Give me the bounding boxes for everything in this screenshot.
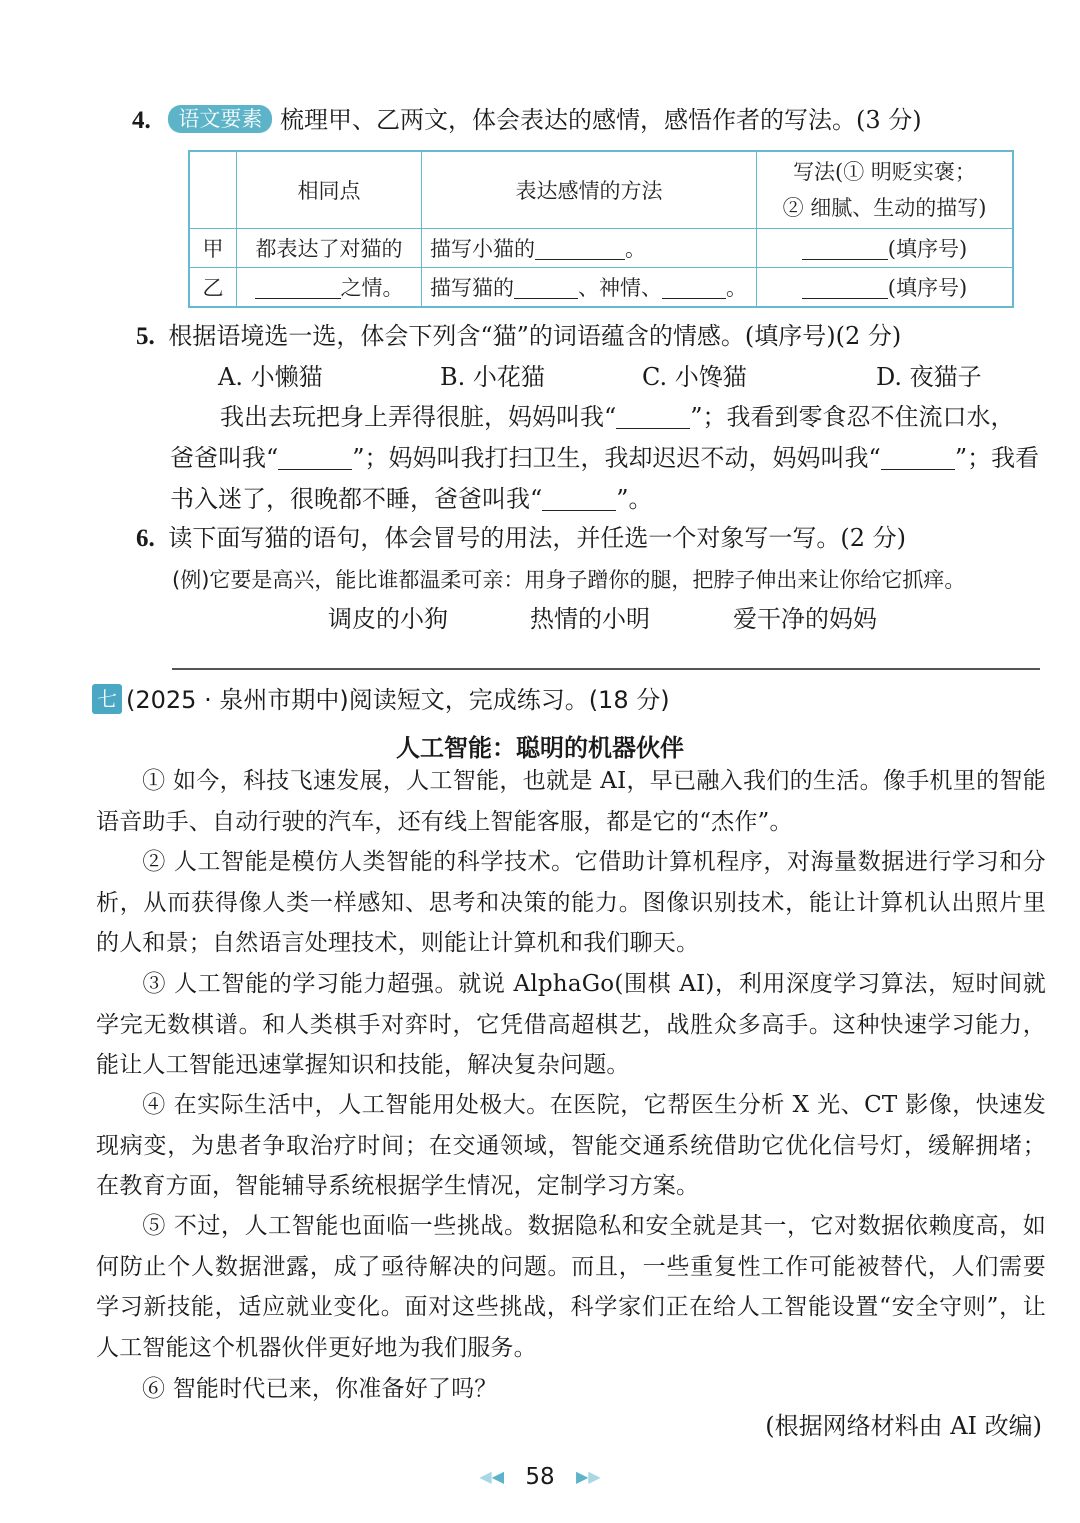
row-label-yi: 乙 [189,268,237,308]
answer-blank[interactable] [662,278,726,299]
q5-option-d: D. 夜猫子 [876,363,982,391]
q4-text: 梳理甲、乙两文，体会表达的感情，感悟作者的写法。(3 分) [280,106,922,134]
q6-choice-1: 调皮的小狗 [328,605,448,633]
q4-tag: 语文要素 [168,105,272,133]
answer-blank[interactable] [802,239,888,260]
section7-heading [92,684,670,716]
page-footer [0,1464,1080,1490]
next-page-icon[interactable]: ▶ [575,1467,589,1486]
q4-table [188,150,1014,308]
article-title: 人工智能：聪明的机器伙伴 [396,734,684,762]
section7-heading-text: (2025 · 泉州市期中)阅读短文，完成练习。(18 分) [126,686,670,714]
q6-heading [136,522,906,555]
answer-blank[interactable] [278,449,352,470]
row1-common: 都表达了对猫的 [237,229,422,268]
q6-example: (例)它要是高兴，能比谁都温柔可亲：用身子蹭你的腿，把脖子伸出来让你给它抓痒。 [172,568,966,592]
table-header-writing: 写法(① 明贬实褒； ② 细腻、生动的描写) [757,151,1014,229]
q5-option-a: A. 小懒猫 [218,363,323,391]
table-header-method: 表达感情的方法 [422,151,757,229]
page-number: 58 [525,1464,555,1490]
table-header-common: 相同点 [237,151,422,229]
q4-number: 4. [132,107,151,134]
row2-common: 之情。 [237,268,422,308]
next-page-icon-2[interactable]: ▶ [588,1467,601,1486]
q5-option-b: B. 小花猫 [440,363,545,391]
q5-option-c: C. 小馋猫 [642,363,747,391]
q6-text: 读下面写猫的语句，体会冒号的用法，并任选一个对象写一写。(2 分) [168,524,907,552]
row-label-jia: 甲 [189,229,237,268]
q6-choice-2: 热情的小明 [530,605,650,633]
row2-fill: (填序号) [757,268,1014,308]
answer-blank[interactable] [255,278,341,299]
paragraph-4: ④ 在实际生活中，人工智能用处极大。在医院，它帮医生分析 X 光、CT 影像，快速发现病变，为患者争取治疗时间；在交通领域，智能交通系统借助它优化信号灯，缓解拥堵；在教育方面，智能辅导系统根据学生情况，定制学习方案。 [96,1092,1046,1199]
answer-blank[interactable] [802,278,888,299]
q5-line-3: 书入迷了，很晚都不睡，爸爸叫我“ ”。 [170,485,653,513]
row2-method: 描写猫的 、神情、 。 [422,268,757,308]
paragraph-3: ③ 人工智能的学习能力超强。就说 AlphaGo(围棋 AI)，利用深度学习算法，短时间就学完无数棋谱。和人类棋手对弈时，它凭借高超棋艺，战胜众多高手。这种快速学习能力，能让人工智能迅速掌握知识和技能，解决复杂问题。 [96,971,1046,1078]
answer-blank[interactable] [616,408,690,429]
q5-line-2: 爸爸叫我“ ”；妈妈叫我打扫卫生，我却迟迟不动，妈妈叫我“ ”；我看 [170,444,1040,472]
prev-page-icon-2[interactable]: ◀ [491,1467,505,1486]
q6-number: 6. [136,525,155,552]
table-row [189,268,1013,308]
table-row [189,229,1013,268]
q5-line-1: 我出去玩把身上弄得很脏，妈妈叫我“ ”；我看到零食忍不住流口水， [220,403,1015,431]
article-source: (根据网络材料由 AI 改编) [765,1412,1042,1440]
section-divider [172,668,1040,670]
paragraph-6: ⑥ 智能时代已来，你准备好了吗？ [142,1376,498,1402]
q4-heading [132,104,922,137]
table-corner [189,151,237,229]
paragraph-2: ② 人工智能是模仿人类智能的科学技术。它借助计算机程序，对海量数据进行学习和分析，从而获得像人类一样感知、思考和决策的能力。图像识别技术，能让计算机认出照片里的人和景；自然语言处理技术，则能让计算机和我们聊天。 [96,849,1046,956]
q6-choice-3: 爱干净的妈妈 [733,605,877,633]
q5-heading [136,320,901,353]
q5-number: 5. [136,323,155,350]
paragraph-5: ⑤ 不过，人工智能也面临一些挑战。数据隐私和安全就是其一，它对数据依赖度高，如何防止个人数据泄露，成了亟待解决的问题。而且，一些重复性工作可能被替代，人们需要学习新技能，适应就业变化。面对这些挑战，科学家们正在给人工智能设置“安全守则”，让人工智能这个机器伙伴更好地为我们服务。 [96,1213,1046,1361]
row1-method: 描写小猫的 。 [422,229,757,268]
q5-text: 根据语境选一选，体会下列含“猫”的词语蕴含的情感。(填序号)(2 分) [168,322,902,350]
answer-blank[interactable] [535,239,625,260]
section7-badge: 七 [92,684,122,714]
answer-blank[interactable] [514,278,578,299]
row1-fill: (填序号) [757,229,1014,268]
answer-blank[interactable] [881,449,955,470]
paragraph-1: ① 如今，科技飞速发展，人工智能，也就是 AI，早已融入我们的生活。像手机里的智能语音助手、自动行驶的汽车，还有线上智能客服，都是它的“杰作”。 [96,768,1046,835]
answer-blank[interactable] [542,490,616,511]
prev-page-icon[interactable]: ◀ [479,1467,492,1486]
